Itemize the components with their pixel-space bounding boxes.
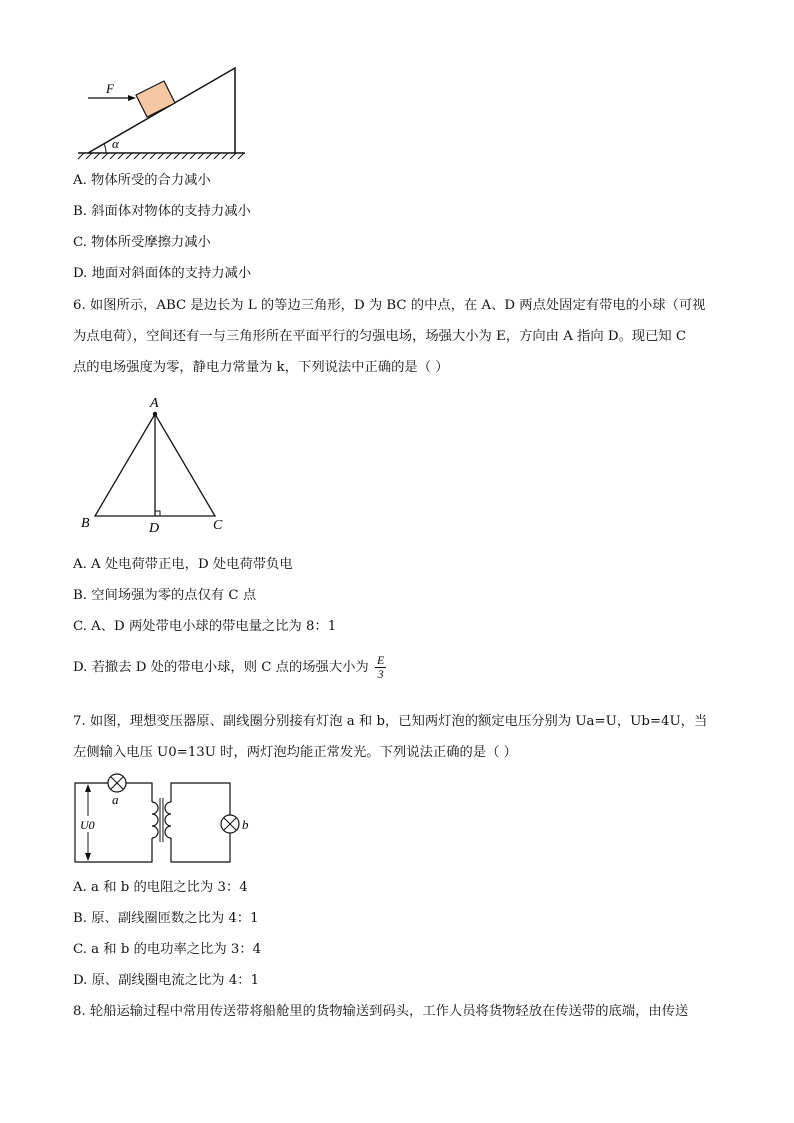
q5-option-d: D. 地面对斜面体的支持力减小 (73, 266, 252, 281)
fraction-denominator: 3 (377, 667, 384, 681)
force-label: F (106, 81, 114, 96)
q6-option-d-text: D. 若撤去 D 处的带电小球，则 C 点的场强大小为 (73, 660, 369, 675)
voltage-arrow-down (85, 853, 91, 861)
label-c: C (213, 518, 223, 533)
primary-coil (152, 802, 158, 838)
q8-stem: 8. 轮船运输过程中常用传送带将船舱里的货物输送到码头，工作人员将货物轻放在传送带的底端，由传送 (73, 1004, 689, 1019)
q7-stem-line-2: 左侧输入电压 U0=13U 时，两灯泡均能正常发光。下列说法正确的是（ ） (73, 745, 517, 760)
q6-stem-line-2: 为点电荷），空间还有一与三角形所在平面平行的匀强电场，场强大小为 E，方向由 A 指向 D。现已知 C (73, 329, 687, 344)
lamp-b-label: b (242, 817, 249, 832)
voltage-label: U0 (80, 818, 95, 832)
q7-option-d: D. 原、副线圈电流之比为 4：1 (73, 973, 260, 988)
point-a-dot (153, 412, 157, 416)
q6-option-c: C. A、D 两处带电小球的带电量之比为 8：1 (73, 619, 337, 634)
triangle-figure (75, 390, 235, 538)
primary-wire-top (126, 783, 152, 802)
angle-arc (104, 144, 106, 153)
ground-hatching (78, 153, 244, 159)
q5-option-b: B. 斜面体对物体的支持力减小 (73, 204, 251, 219)
q7-stem-line-1: 7. 如图，理想变压器原、副线圈分别接有灯泡 a 和 b，已知两灯泡的额定电压分别为 Ua=U，Ub=4U，当 (73, 714, 708, 729)
q6-option-d (73, 654, 386, 681)
label-a: A (150, 396, 159, 411)
incline-figure (70, 60, 250, 165)
q6-stem-line-1: 6. 如图所示，ABC 是边长为 L 的等边三角形，D 为 BC 的中点，在 A、D 两点处固定有带电的小球（可视 (73, 298, 706, 313)
fraction-e-over-3 (375, 654, 386, 681)
fraction-numerator: E (376, 653, 385, 667)
right-angle-mark (155, 511, 160, 516)
q5-option-a: A. 物体所受的合力减小 (73, 173, 211, 188)
secondary-coil (165, 802, 171, 838)
q7-option-c: C. a 和 b 的电功率之比为 3：4 (73, 942, 262, 957)
q7-option-a: A. a 和 b 的电阻之比为 3：4 (73, 880, 248, 895)
secondary-wire-bottom (171, 833, 230, 862)
label-d: D (149, 521, 160, 536)
q7-option-b: B. 原、副线圈匝数之比为 4：1 (73, 911, 259, 926)
q5-option-c: C. 物体所受摩擦力减小 (73, 235, 211, 250)
lamp-b-icon (221, 815, 239, 833)
q6-stem-line-3: 点的电场强度为零，静电力常量为 k，下列说法中正确的是（ ） (73, 360, 449, 375)
force-arrowhead (128, 95, 136, 101)
angle-label: α (112, 136, 119, 151)
voltage-arrow-up (85, 784, 91, 792)
q6-option-b: B. 空间场强为零的点仅有 C 点 (73, 588, 257, 603)
q6-option-a: A. A 处电荷带正电，D 处电荷带负电 (73, 557, 293, 572)
label-b: B (81, 516, 90, 531)
lamp-a-icon (108, 774, 126, 792)
transformer-circuit (70, 770, 260, 870)
lamp-a-label: a (112, 792, 119, 807)
block (136, 81, 175, 117)
secondary-wire (171, 783, 230, 815)
